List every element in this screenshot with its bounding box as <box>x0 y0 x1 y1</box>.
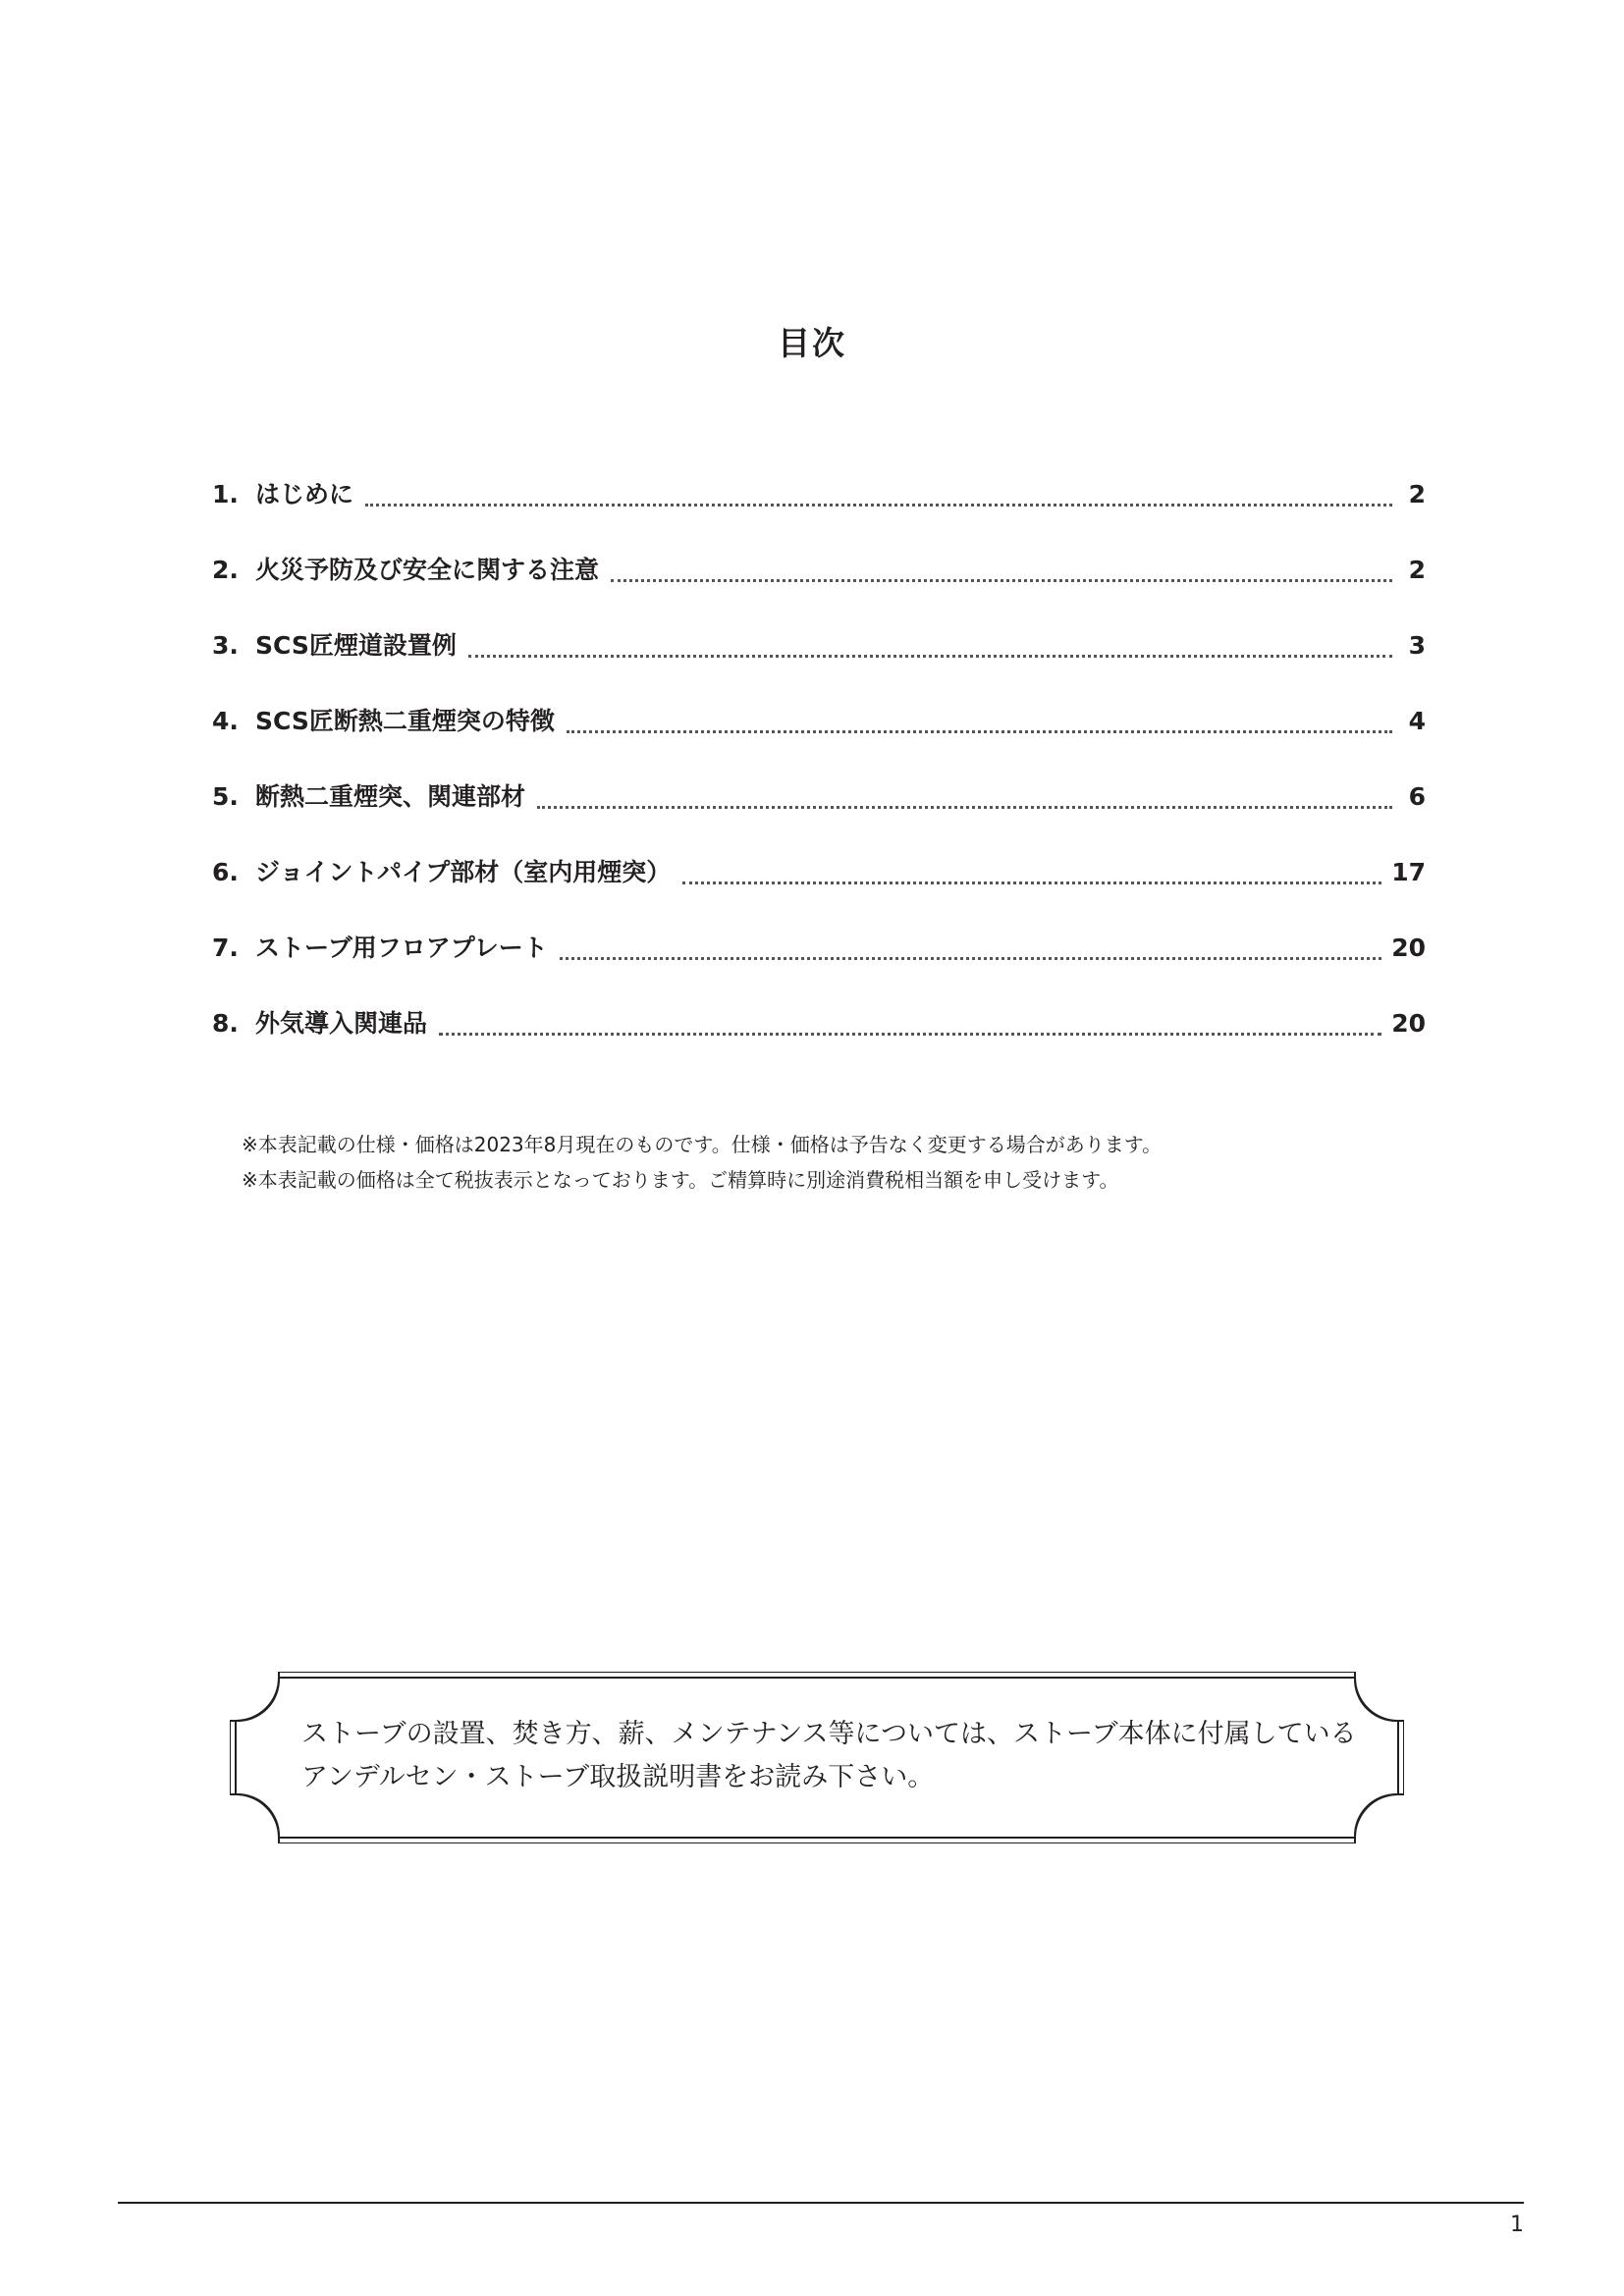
toc-title: ストーブ用フロアプレート <box>255 934 548 962</box>
dot-leader <box>468 654 1392 658</box>
toc-title: SCS匠断熱二重煙突の特徴 <box>255 707 555 735</box>
toc-entry[interactable] <box>212 673 1426 749</box>
dot-leader <box>682 881 1381 884</box>
toc-number: 3. <box>212 631 239 660</box>
toc-title: 外気導入関連品 <box>255 1009 428 1038</box>
note-line: ※本表記載の価格は全て税抜表示となっております。ご精算時に別途消費税相当額を申し受けます。 <box>242 1168 1119 1192</box>
toc-page: 20 <box>1391 934 1426 962</box>
table-of-contents <box>212 447 1426 1051</box>
toc-title: SCS匠煙道設置例 <box>255 631 457 660</box>
notice-text <box>301 1713 1362 1799</box>
toc-entry[interactable] <box>212 749 1426 825</box>
toc-title: ジョイントパイプ部材（室内用煙突） <box>255 858 672 886</box>
price-notes <box>242 1127 1162 1198</box>
dot-leader <box>537 805 1392 809</box>
note-line: ※本表記載の仕様・価格は2023年8月現在のものです。仕様・価格は予告なく変更する場合があります。 <box>242 1133 1163 1156</box>
toc-entry[interactable] <box>212 825 1426 900</box>
toc-number: 6. <box>212 858 239 886</box>
toc-entry[interactable] <box>212 447 1426 522</box>
dot-leader <box>439 1032 1381 1036</box>
notice-line-1: ストーブの設置、焚き方、薪、メンテナンス等については、ストーブ本体に付属している <box>301 1719 1357 1749</box>
toc-number: 7. <box>212 934 239 962</box>
dot-leader <box>365 503 1392 507</box>
page-title: 目次 <box>778 324 846 362</box>
toc-entry[interactable] <box>212 598 1426 673</box>
toc-number: 5. <box>212 782 239 811</box>
toc-page: 20 <box>1391 1009 1426 1038</box>
toc-entry[interactable] <box>212 900 1426 976</box>
toc-page: 17 <box>1391 858 1426 886</box>
toc-title: 断熱二重煙突、関連部材 <box>255 782 526 811</box>
toc-page: 2 <box>1408 556 1426 584</box>
toc-title: 火災予防及び安全に関する注意 <box>255 556 600 584</box>
dot-leader <box>567 729 1392 733</box>
toc-number: 8. <box>212 1009 239 1038</box>
toc-page: 2 <box>1408 480 1426 508</box>
footer-divider <box>118 2202 1524 2204</box>
toc-number: 4. <box>212 707 239 735</box>
toc-entry[interactable] <box>212 522 1426 598</box>
toc-title: はじめに <box>255 480 354 508</box>
toc-page: 4 <box>1408 707 1426 735</box>
notice-box <box>230 1672 1404 1843</box>
toc-entry[interactable] <box>212 976 1426 1051</box>
toc-number: 1. <box>212 480 239 508</box>
dot-leader <box>560 956 1381 960</box>
notice-line-2: アンデルセン・ストーブ取扱説明書をお読み下さい。 <box>301 1762 935 1792</box>
page-number: 1 <box>1510 2213 1524 2237</box>
toc-page: 6 <box>1408 782 1426 811</box>
toc-page: 3 <box>1408 631 1426 660</box>
toc-number: 2. <box>212 556 239 584</box>
dot-leader <box>611 578 1392 582</box>
